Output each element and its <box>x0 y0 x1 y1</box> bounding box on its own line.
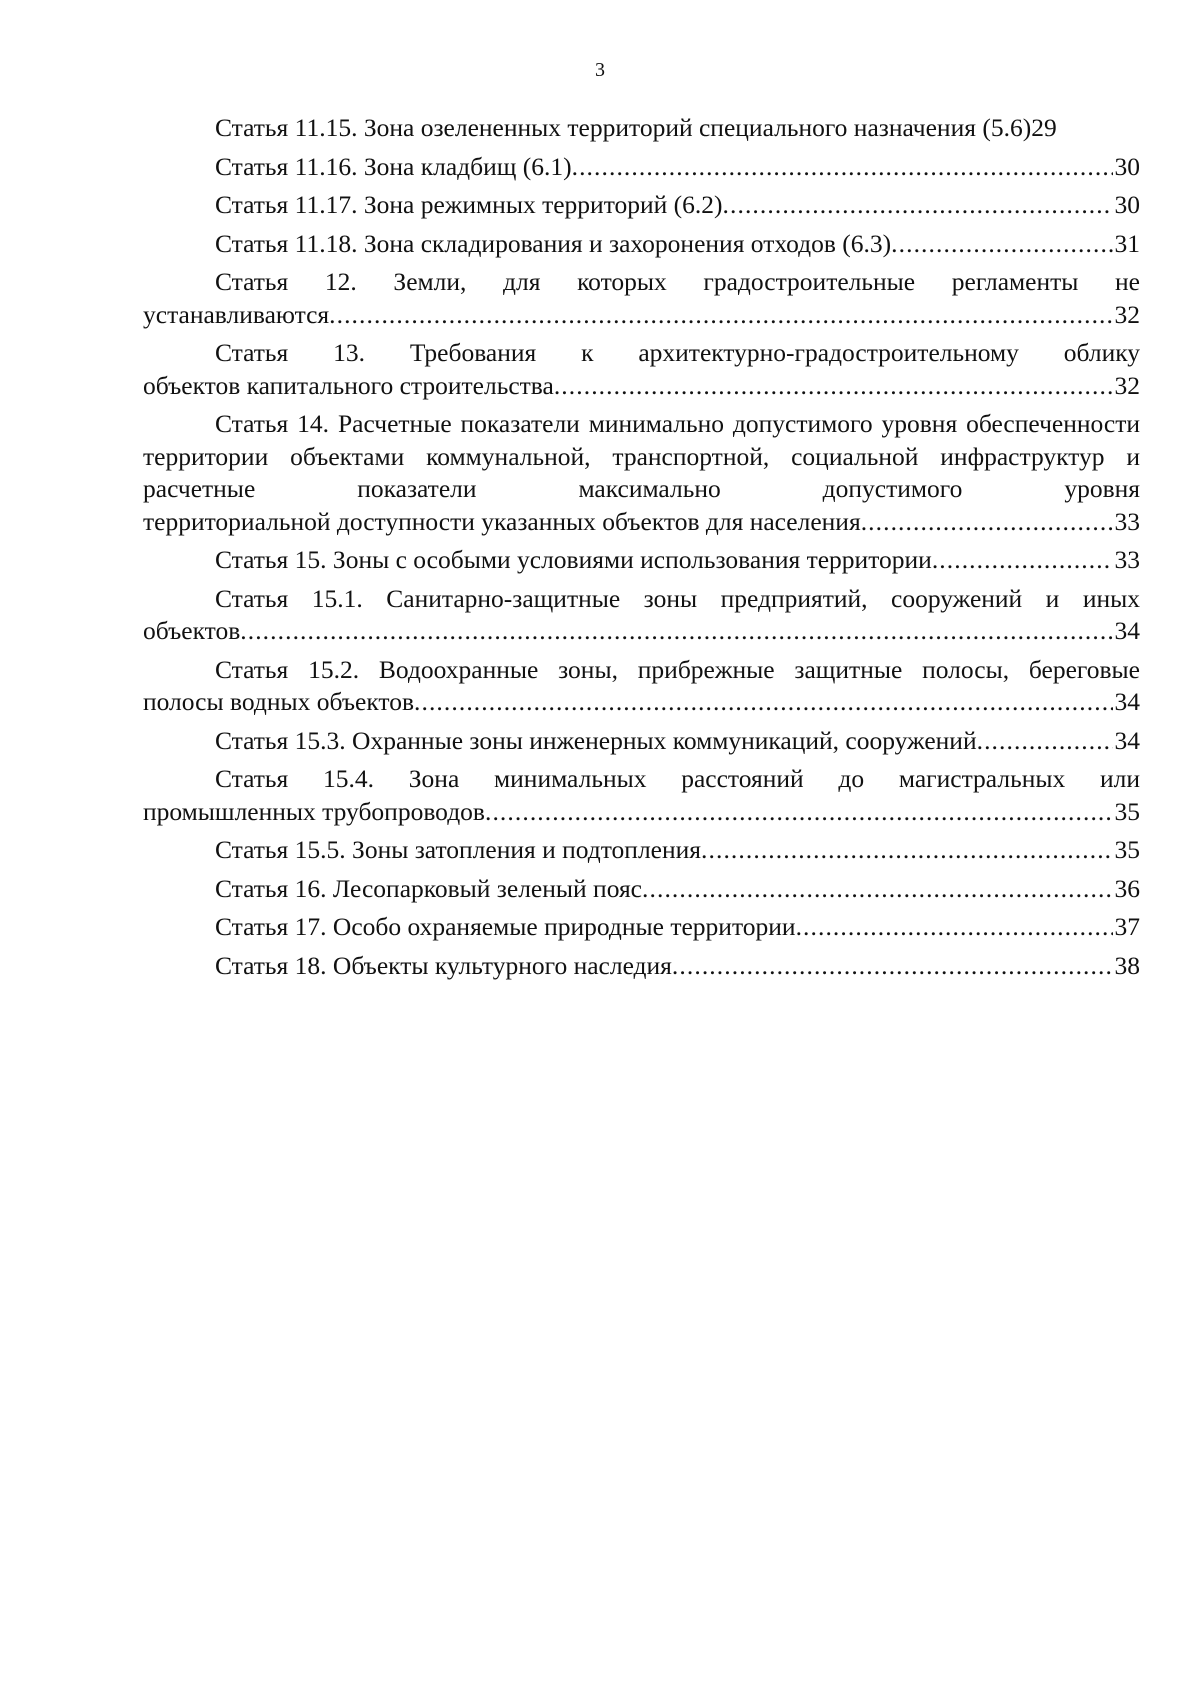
toc-entry-title-lines: Статья 15.4. Зона минимальных расстояний до магистральных или <box>215 764 1140 793</box>
toc-entry[interactable] <box>143 725 1140 758</box>
toc-entry[interactable] <box>143 950 1140 983</box>
toc-entry-title-lines: Статья 14. Расчетные показатели минимально допустимого уровня обеспеченности территории объектами коммунальной, транспортной, социальной инфраструктур и расчетные показатели максимально допустимого уровня <box>143 409 1140 503</box>
toc-entry[interactable] <box>143 189 1140 222</box>
toc-entry[interactable] <box>143 112 1140 145</box>
toc-page-number: 38 <box>1114 950 1140 980</box>
toc-entry-title-end: промышленных трубопроводов <box>143 796 485 826</box>
toc-entry-title-end: устанавливаются <box>143 299 330 329</box>
toc-entry-title-end: территориальной доступности указанных объектов для населения <box>143 506 861 536</box>
toc-page-number: 30 <box>1114 151 1140 181</box>
toc-entry[interactable] <box>143 834 1140 867</box>
toc-entry[interactable] <box>143 654 1140 719</box>
toc-entry-title-end: полосы водных объектов <box>143 687 414 716</box>
toc-entry-title: Статья 15.3. Охранные зоны инженерных коммуникаций, сооружений <box>215 725 977 755</box>
dot-leader <box>723 189 1113 222</box>
toc-entry[interactable] <box>143 151 1140 184</box>
dot-leader <box>932 544 1113 577</box>
page-number: 3 <box>595 59 605 81</box>
toc-entry-title: Статья 11.15. Зона озелененных территорий специального назначения (5.6) <box>215 113 1032 142</box>
toc-entry[interactable] <box>143 763 1140 828</box>
toc-entry-title-lines: Статья 15.2. Водоохранные зоны, прибрежные защитные полосы, береговые <box>215 654 1140 684</box>
toc-entry[interactable] <box>143 266 1140 331</box>
toc-entry-title-lines: Статья 15.1. Санитарно-защитные зоны предприятий, сооружений и иных <box>215 583 1140 613</box>
toc-entry-title: Статья 15.5. Зоны затопления и подтопления <box>215 835 702 864</box>
toc-page-number: 34 <box>1114 687 1140 716</box>
toc-page-number: 35 <box>1114 835 1140 864</box>
toc-entry-title: Статья 11.18. Зона складирования и захоронения отходов (6.3) <box>215 228 892 258</box>
dot-leader <box>861 506 1113 539</box>
toc-entry-title: Статья 11.17. Зона режимных территорий (6.2) <box>215 190 723 219</box>
toc-page-number: 33 <box>1114 545 1140 574</box>
toc-page-number: 34 <box>1114 725 1140 755</box>
toc-entry-title: Статья 16. Лесопарковый зеленый пояс <box>215 873 643 903</box>
toc-page-number: 35 <box>1114 796 1140 826</box>
dot-leader <box>701 834 1112 867</box>
dot-leader <box>672 950 1113 983</box>
toc-page-number: 30 <box>1114 190 1140 219</box>
toc-entry[interactable] <box>143 873 1140 906</box>
toc-entry-title: Статья 11.16. Зона кладбищ (6.1) <box>215 151 572 181</box>
toc-entry[interactable] <box>143 911 1140 944</box>
toc-entry[interactable] <box>143 544 1140 577</box>
dot-leader <box>642 873 1112 906</box>
table-of-contents <box>143 112 1140 988</box>
toc-page-number: 31 <box>1114 228 1140 258</box>
dot-leader <box>240 615 1112 648</box>
toc-page-number: 32 <box>1114 299 1140 329</box>
toc-page-number: 36 <box>1114 873 1140 903</box>
dot-leader <box>414 686 1113 719</box>
dot-leader <box>572 151 1113 184</box>
dot-leader <box>554 370 1113 403</box>
toc-page-number: 37 <box>1114 912 1140 941</box>
dot-leader <box>485 796 1113 829</box>
dot-leader <box>796 911 1113 944</box>
toc-page-number: 34 <box>1114 616 1140 645</box>
dot-leader <box>977 725 1113 758</box>
toc-entry-title-end: объектов <box>143 616 241 645</box>
toc-entry[interactable] <box>143 228 1140 261</box>
dot-leader <box>891 228 1112 261</box>
toc-entry-title: Статья 15. Зоны с особыми условиями использования территории <box>215 545 932 574</box>
toc-entry[interactable] <box>143 337 1140 402</box>
toc-entry-title: Статья 17. Особо охраняемые природные территории <box>215 912 796 941</box>
toc-page-number: 33 <box>1114 506 1140 536</box>
dot-leader <box>329 299 1112 332</box>
toc-page-number: 32 <box>1114 370 1140 400</box>
toc-page-number: 29 <box>1031 113 1057 142</box>
toc-entry-title-lines: Статья 13. Требования к архитектурно-градостроительному облику <box>215 338 1140 367</box>
toc-entry[interactable] <box>143 583 1140 648</box>
toc-entry-title-end: объектов капитального строительства <box>143 370 554 400</box>
toc-entry[interactable] <box>143 408 1140 538</box>
toc-entry-title: Статья 18. Объекты культурного наследия <box>215 950 672 980</box>
toc-entry-title-lines: Статья 12. Земли, для которых градостроительные регламенты не <box>215 267 1140 296</box>
